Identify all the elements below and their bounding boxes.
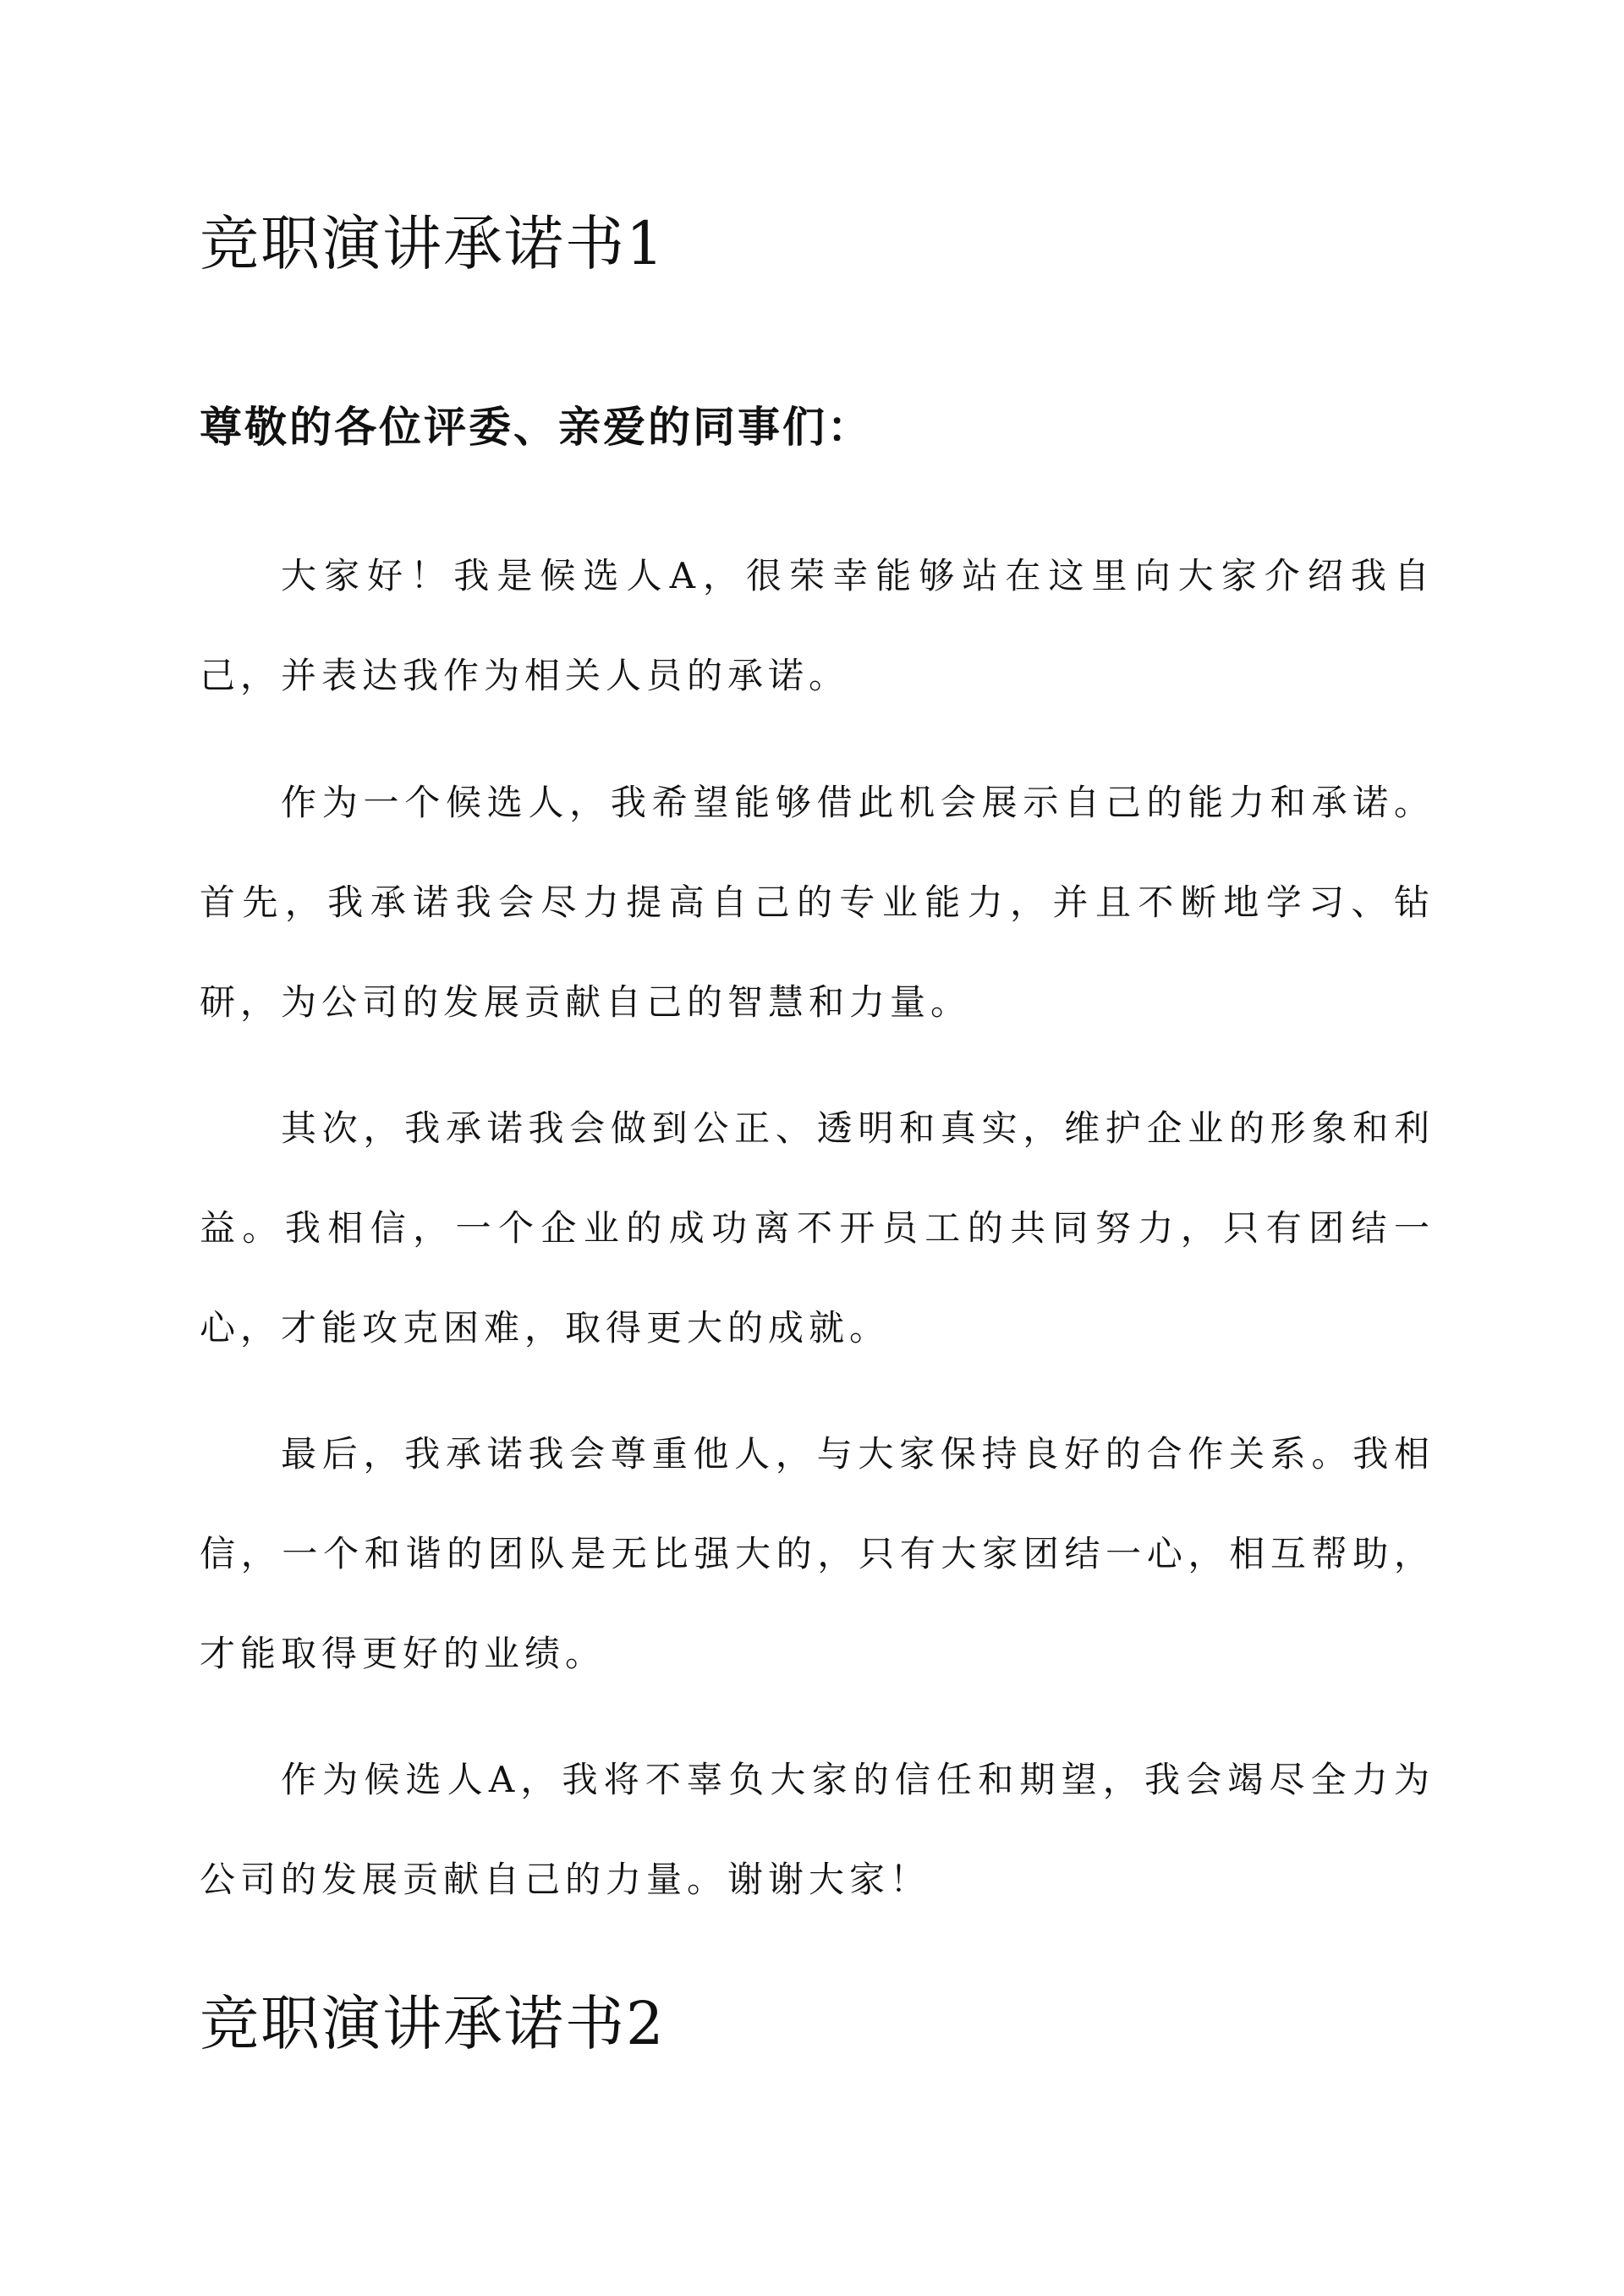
- salutation: 尊敬的各位评委、亲爱的同事们：: [200, 402, 872, 452]
- paragraph-closing: 作为候选人A，我将不辜负大家的信任和期望，我会竭尽全力为公司的发展贡献自己的力量。谢谢大家！: [200, 1759, 1435, 1900]
- paragraph-final-commitment: 最后，我承诺我会尊重他人，与大家保持良好的合作关系。我相信，一个和谐的团队是无比强大的，只有大家团结一心，相互帮助，才能取得更好的业绩。: [200, 1433, 1435, 1674]
- document-title-1: 竞职演讲承诺书1: [200, 209, 666, 278]
- document-title-2: 竞职演讲承诺书2: [200, 1989, 666, 2058]
- paragraph-second-commitment: 其次，我承诺我会做到公正、透明和真实，维护企业的形象和利益。我相信，一个企业的成功离不开员工的共同努力，只有团结一心，才能攻克困难，取得更大的成就。: [200, 1107, 1435, 1348]
- paragraph-intro: 大家好！我是候选人A，很荣幸能够站在这里向大家介绍我自己，并表达我作为相关人员的承诺。: [200, 555, 1435, 696]
- paragraph-first-commitment: 作为一个候选人，我希望能够借此机会展示自己的能力和承诺。首先，我承诺我会尽力提高自己的专业能力，并且不断地学习、钻研，为公司的发展贡献自己的智慧和力量。: [200, 782, 1435, 1023]
